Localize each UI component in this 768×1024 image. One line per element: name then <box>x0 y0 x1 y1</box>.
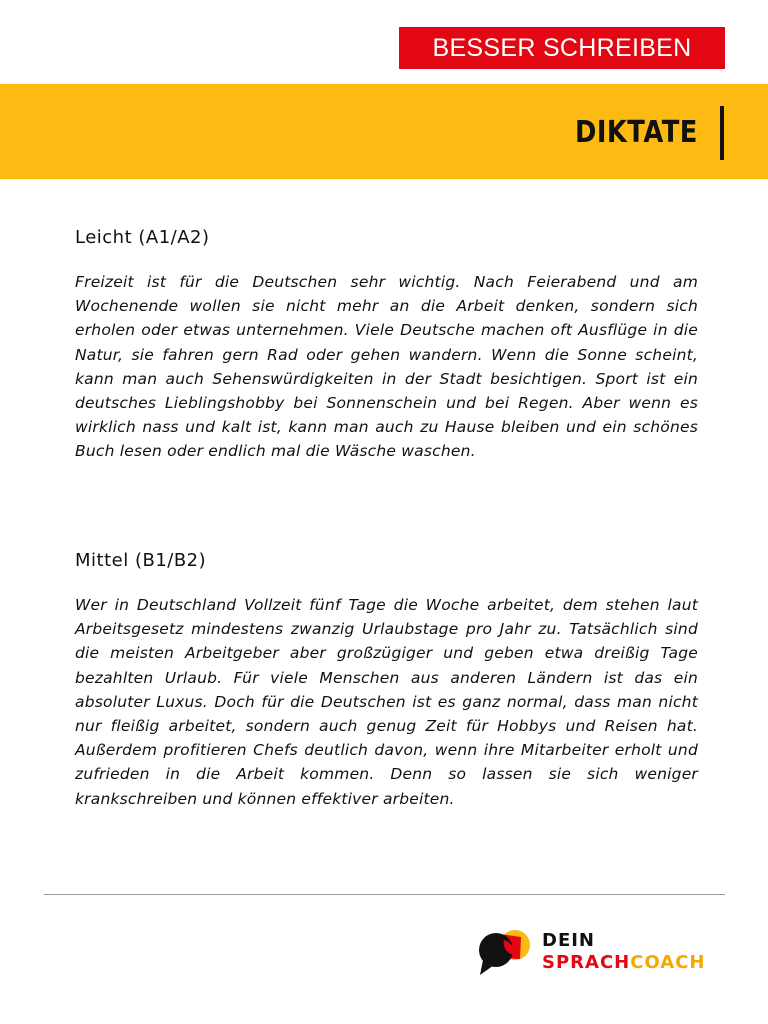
section-medium <box>75 549 698 811</box>
top-label-text: BESSER SCHREIBEN <box>432 33 692 62</box>
speech-bubbles-icon <box>474 923 538 979</box>
footer-divider <box>44 894 725 895</box>
section-heading: Mittel (B1/B2) <box>75 550 207 571</box>
section-easy <box>75 226 698 464</box>
brand-logo <box>474 923 724 979</box>
top-label <box>399 27 725 69</box>
logo-text-coach: COACH <box>630 952 706 973</box>
logo-text-line1: DEIN <box>542 930 595 951</box>
title-band <box>0 84 768 179</box>
section-heading: Leicht (A1/A2) <box>75 227 210 248</box>
section-text: Freizeit ist für die Deutschen sehr wichtig. Nach Feierabend und am Wochenende wollen sie nicht mehr an die Arbeit denken, sondern sich erholen oder etwas unternehmen. Viele Deutsche machen oft Ausflüge in die Natur, sie fahren gern Rad oder gehen wandern. Wenn die Sonne scheint, kann man auch Sehenswürdigkeiten in der Stadt besichtigen. Sport ist ein deutsches Lieblingshobby bei Sonnenschein und bei Regen. Aber wenn es wirklich nass und kalt ist, kann man auch zu Hause bleiben und ein schönes Buch lesen oder endlich mal die Wäsche waschen. <box>75 273 698 461</box>
section-text: Wer in Deutschland Vollzeit fünf Tage die Woche arbeitet, dem stehen laut Arbeitsgesetz mindestens zwanzig Urlaubstage pro Jahr zu. Tatsächlich sind die meisten Arbeitgeber aber großzügiger und geben etwa dreißig Tage bezahlten Urlaub. Für viele Menschen aus anderen Ländern ist das ein absoluter Luxus. Doch für die Deutschen ist es ganz normal, dass man nicht nur fleißig arbeitet, sondern auch genug Zeit für Hobbys und Reisen hat. Außerdem profitieren Chefs deutlich davon, wenn ihre Mitarbeiter erholt und zufrieden in die Arbeit kommen. Denn so lassen sie sich weniger krankschreiben und können effektiver arbeiten. <box>75 596 698 808</box>
logo-text-line2 <box>542 953 705 973</box>
page-title: DIKTATE <box>575 115 698 150</box>
title-bar-divider <box>720 106 724 160</box>
logo-text-sprach: SPRACH <box>542 952 631 973</box>
